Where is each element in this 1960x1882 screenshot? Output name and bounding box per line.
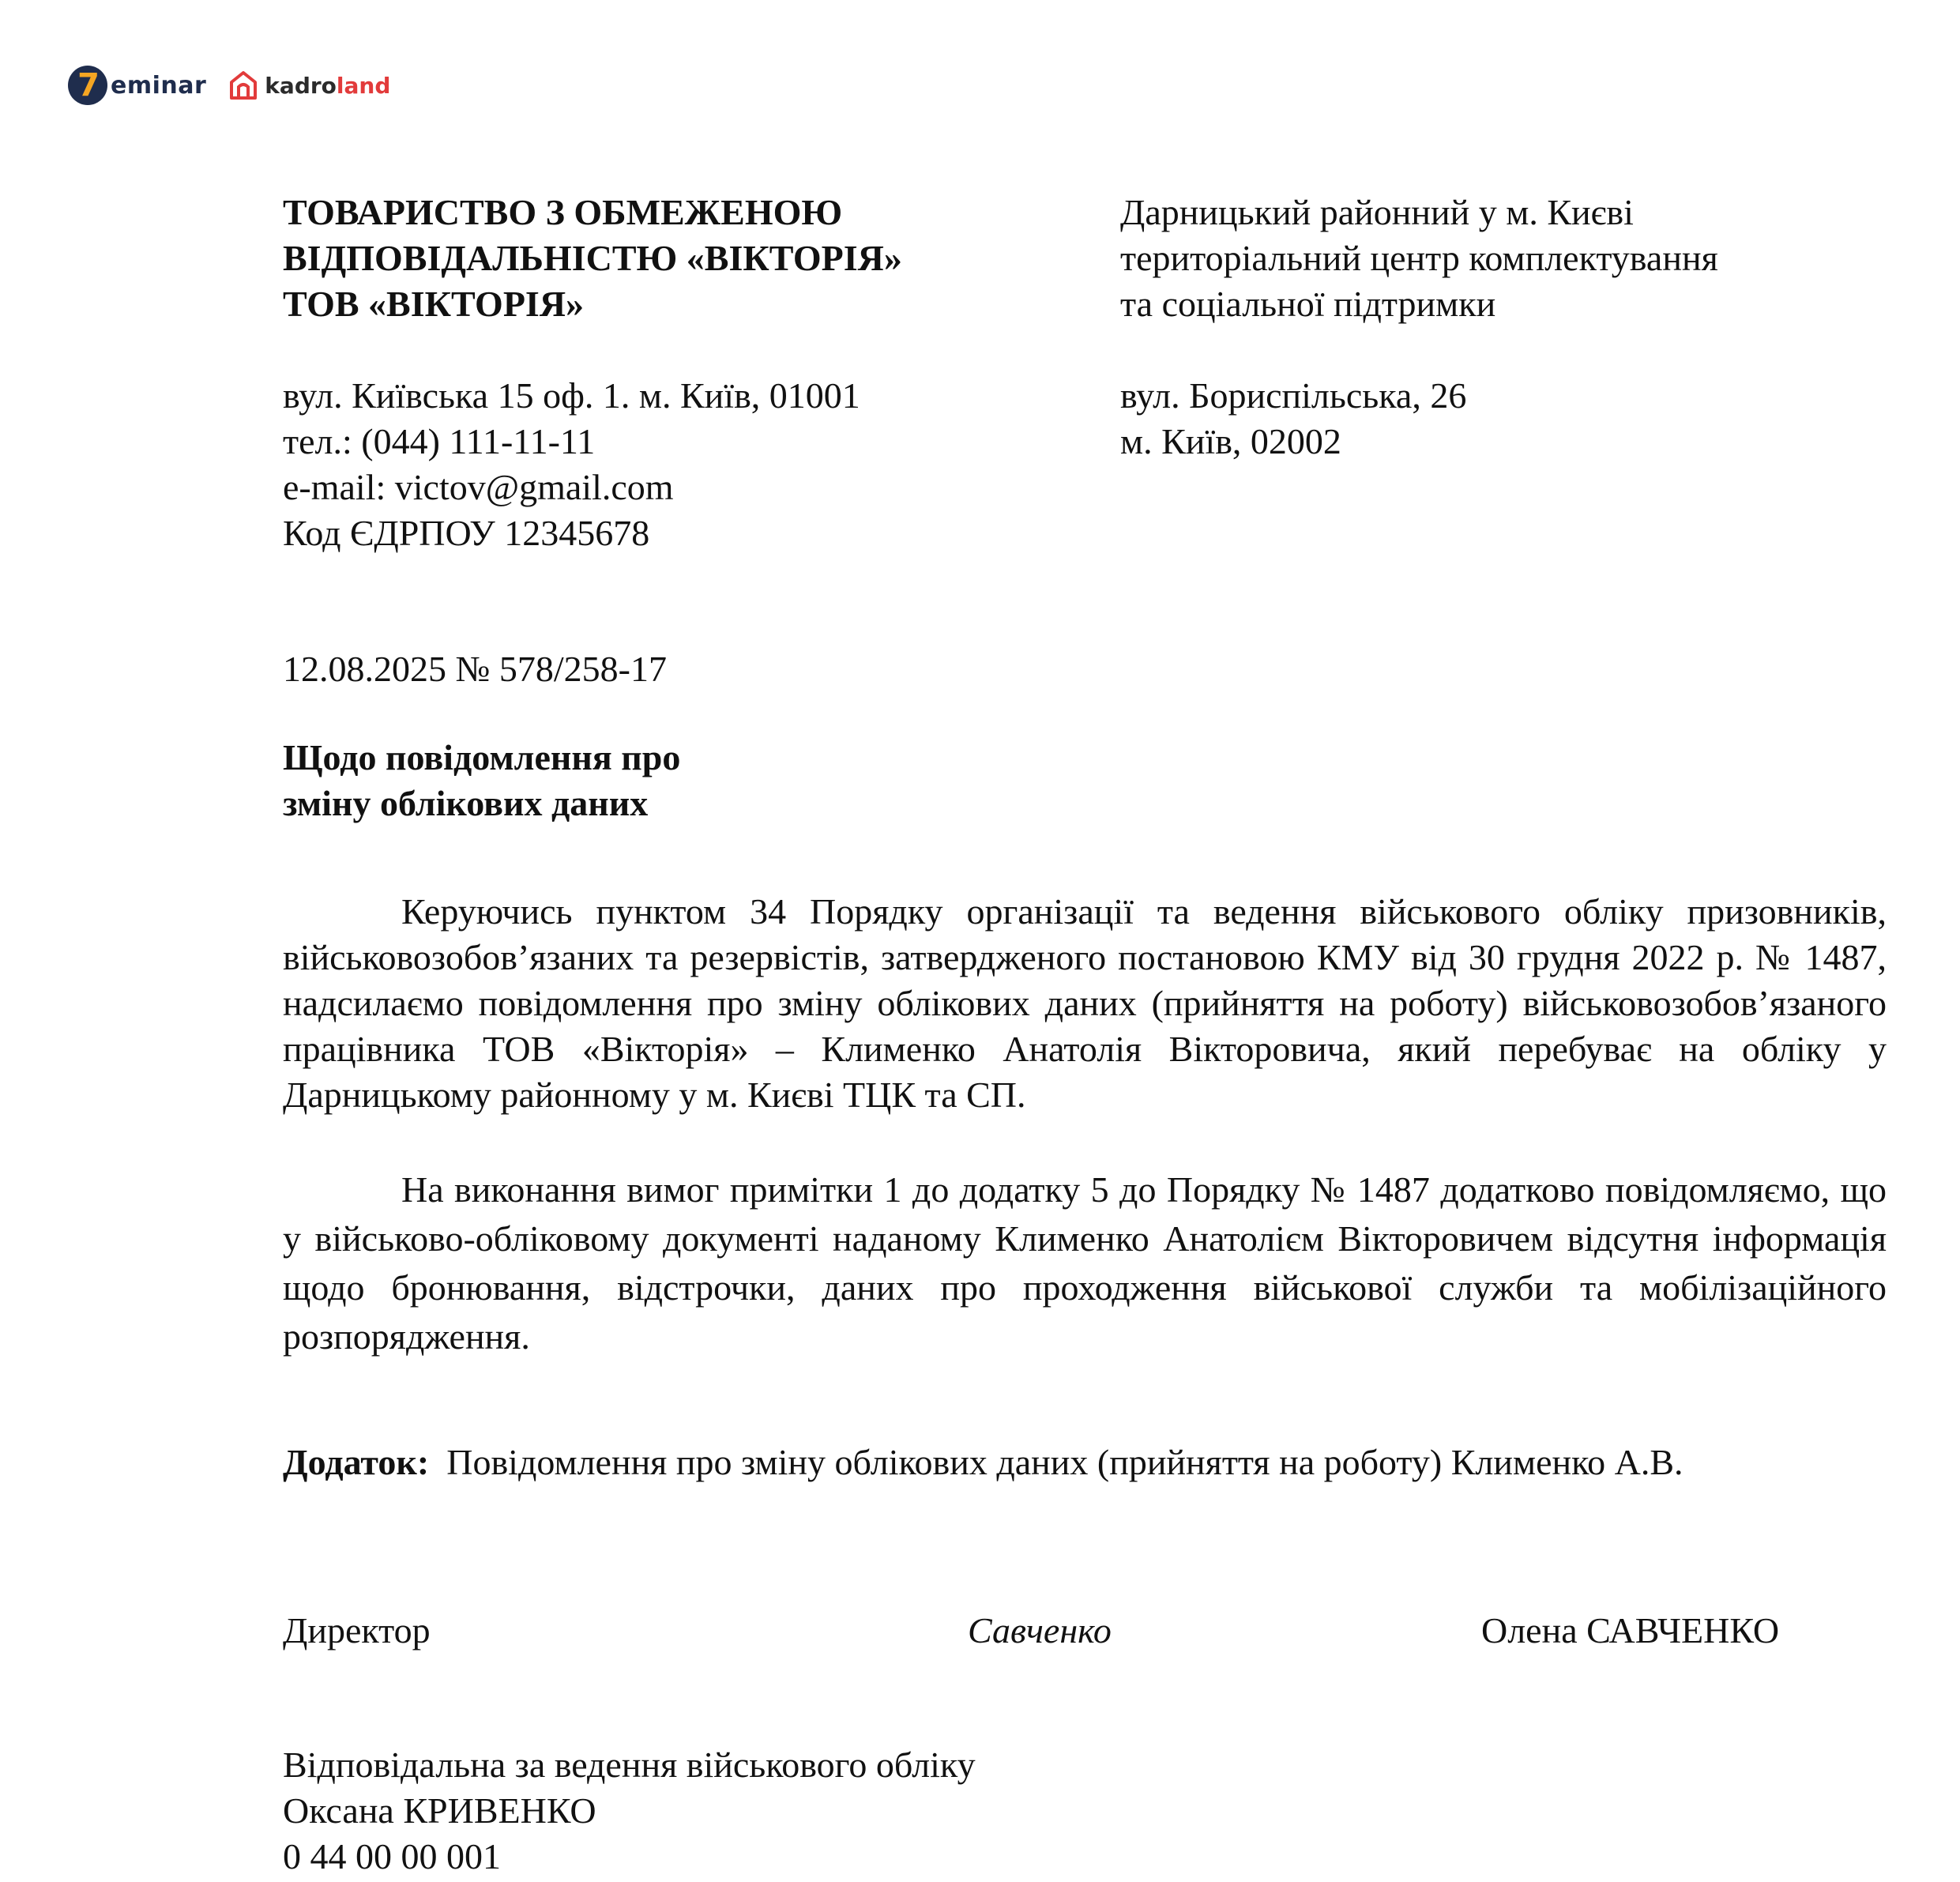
seminar-logo [68, 66, 206, 105]
recipient-name-line: Дарницький районний у м. Києві [1120, 192, 1634, 232]
recipient-name [1120, 190, 1718, 327]
seminar-logo-text: eminar [111, 71, 207, 100]
header-logos [68, 63, 390, 107]
sender-phone: тел.: (044) 111-11-11 [283, 421, 596, 461]
responsible-name: Оксана КРИВЕНКО [283, 1790, 596, 1831]
kadroland-logo [228, 70, 390, 101]
sender-name-line: ВІДПОВІДАЛЬНІСТЮ «ВІКТОРІЯ» [283, 238, 902, 278]
document-subject [283, 735, 680, 826]
signatory-role: Директор [283, 1610, 431, 1651]
document-date-number: 12.08.2025 № 578/258-17 [283, 649, 667, 689]
body-paragraph-2: На виконання вимог примітки 1 до додатку 5 до Порядку № 1487 додатково повідомляємо, що у військово-обліковому документі наданому Клименко Анатолієм Вікторовичем відсутня інформація щодо бронювання, відстрочки, даних про проходження військової служби та мобілізаційного розпорядження. [283, 1169, 1887, 1357]
seminar-badge-number: 7 [77, 67, 100, 104]
kadroland-house-icon [228, 70, 258, 101]
kadroland-text-part1: kadro [265, 72, 337, 99]
recipient-address-line: м. Київ, 02002 [1120, 421, 1341, 461]
sender-edrpou: Код ЄДРПОУ 12345678 [283, 513, 650, 553]
sender-email: e-mail: victov@gmail.com [283, 467, 674, 507]
subject-line: зміну облікових даних [283, 783, 649, 823]
recipient-address-line: вул. Бориспільська, 26 [1120, 375, 1467, 416]
sender-address-line: вул. Київська 15 оф. 1. м. Київ, 01001 [283, 375, 860, 416]
attachment-label: Додаток: [283, 1442, 430, 1482]
handwritten-signature: Савченко [968, 1610, 1112, 1651]
subject-line: Щодо повідомлення про [283, 737, 681, 777]
attachment-line [283, 1440, 1683, 1485]
body-paragraph-1: Керуючись пунктом 34 Порядку організації та ведення військового обліку призовників, військовозобов’язаних та резервістів, затвердженого постановою КМУ від 30 грудня 2022 р. № 1487, надсилаємо повідомлення про зміну облікових даних (прийняття на роботу) військовозобов’язаного працівника ТОВ «Вікторія» – Клименко Анатолія Вікторовича, який перебуває на обліку у Дарницькому районному у м. Києві ТЦК та СП. [283, 891, 1887, 1115]
seminar-badge-icon [68, 66, 107, 105]
attachment-text: Повідомлення про зміну облікових даних (прийняття на роботу) Клименко А.В. [446, 1442, 1683, 1482]
responsible-phone: 0 44 00 00 001 [283, 1836, 501, 1876]
responsible-role: Відповідальна за ведення військового обліку [283, 1745, 976, 1785]
responsible-person [283, 1742, 976, 1880]
sender-company-name [283, 190, 902, 327]
recipient-name-line: територіальний центр комплектування [1120, 238, 1718, 278]
sender-name-line: ТОВАРИСТВО З ОБМЕЖЕНОЮ [283, 192, 843, 232]
signatory-name: Олена САВЧЕНКО [1481, 1610, 1780, 1651]
kadroland-logo-text [265, 73, 390, 99]
sender-name-line: ТОВ «ВІКТОРІЯ» [283, 284, 585, 324]
recipient-name-line: та соціальної підтримки [1120, 284, 1496, 324]
sender-address [283, 373, 860, 556]
recipient-address [1120, 373, 1466, 465]
kadroland-text-part2: land [336, 72, 391, 99]
